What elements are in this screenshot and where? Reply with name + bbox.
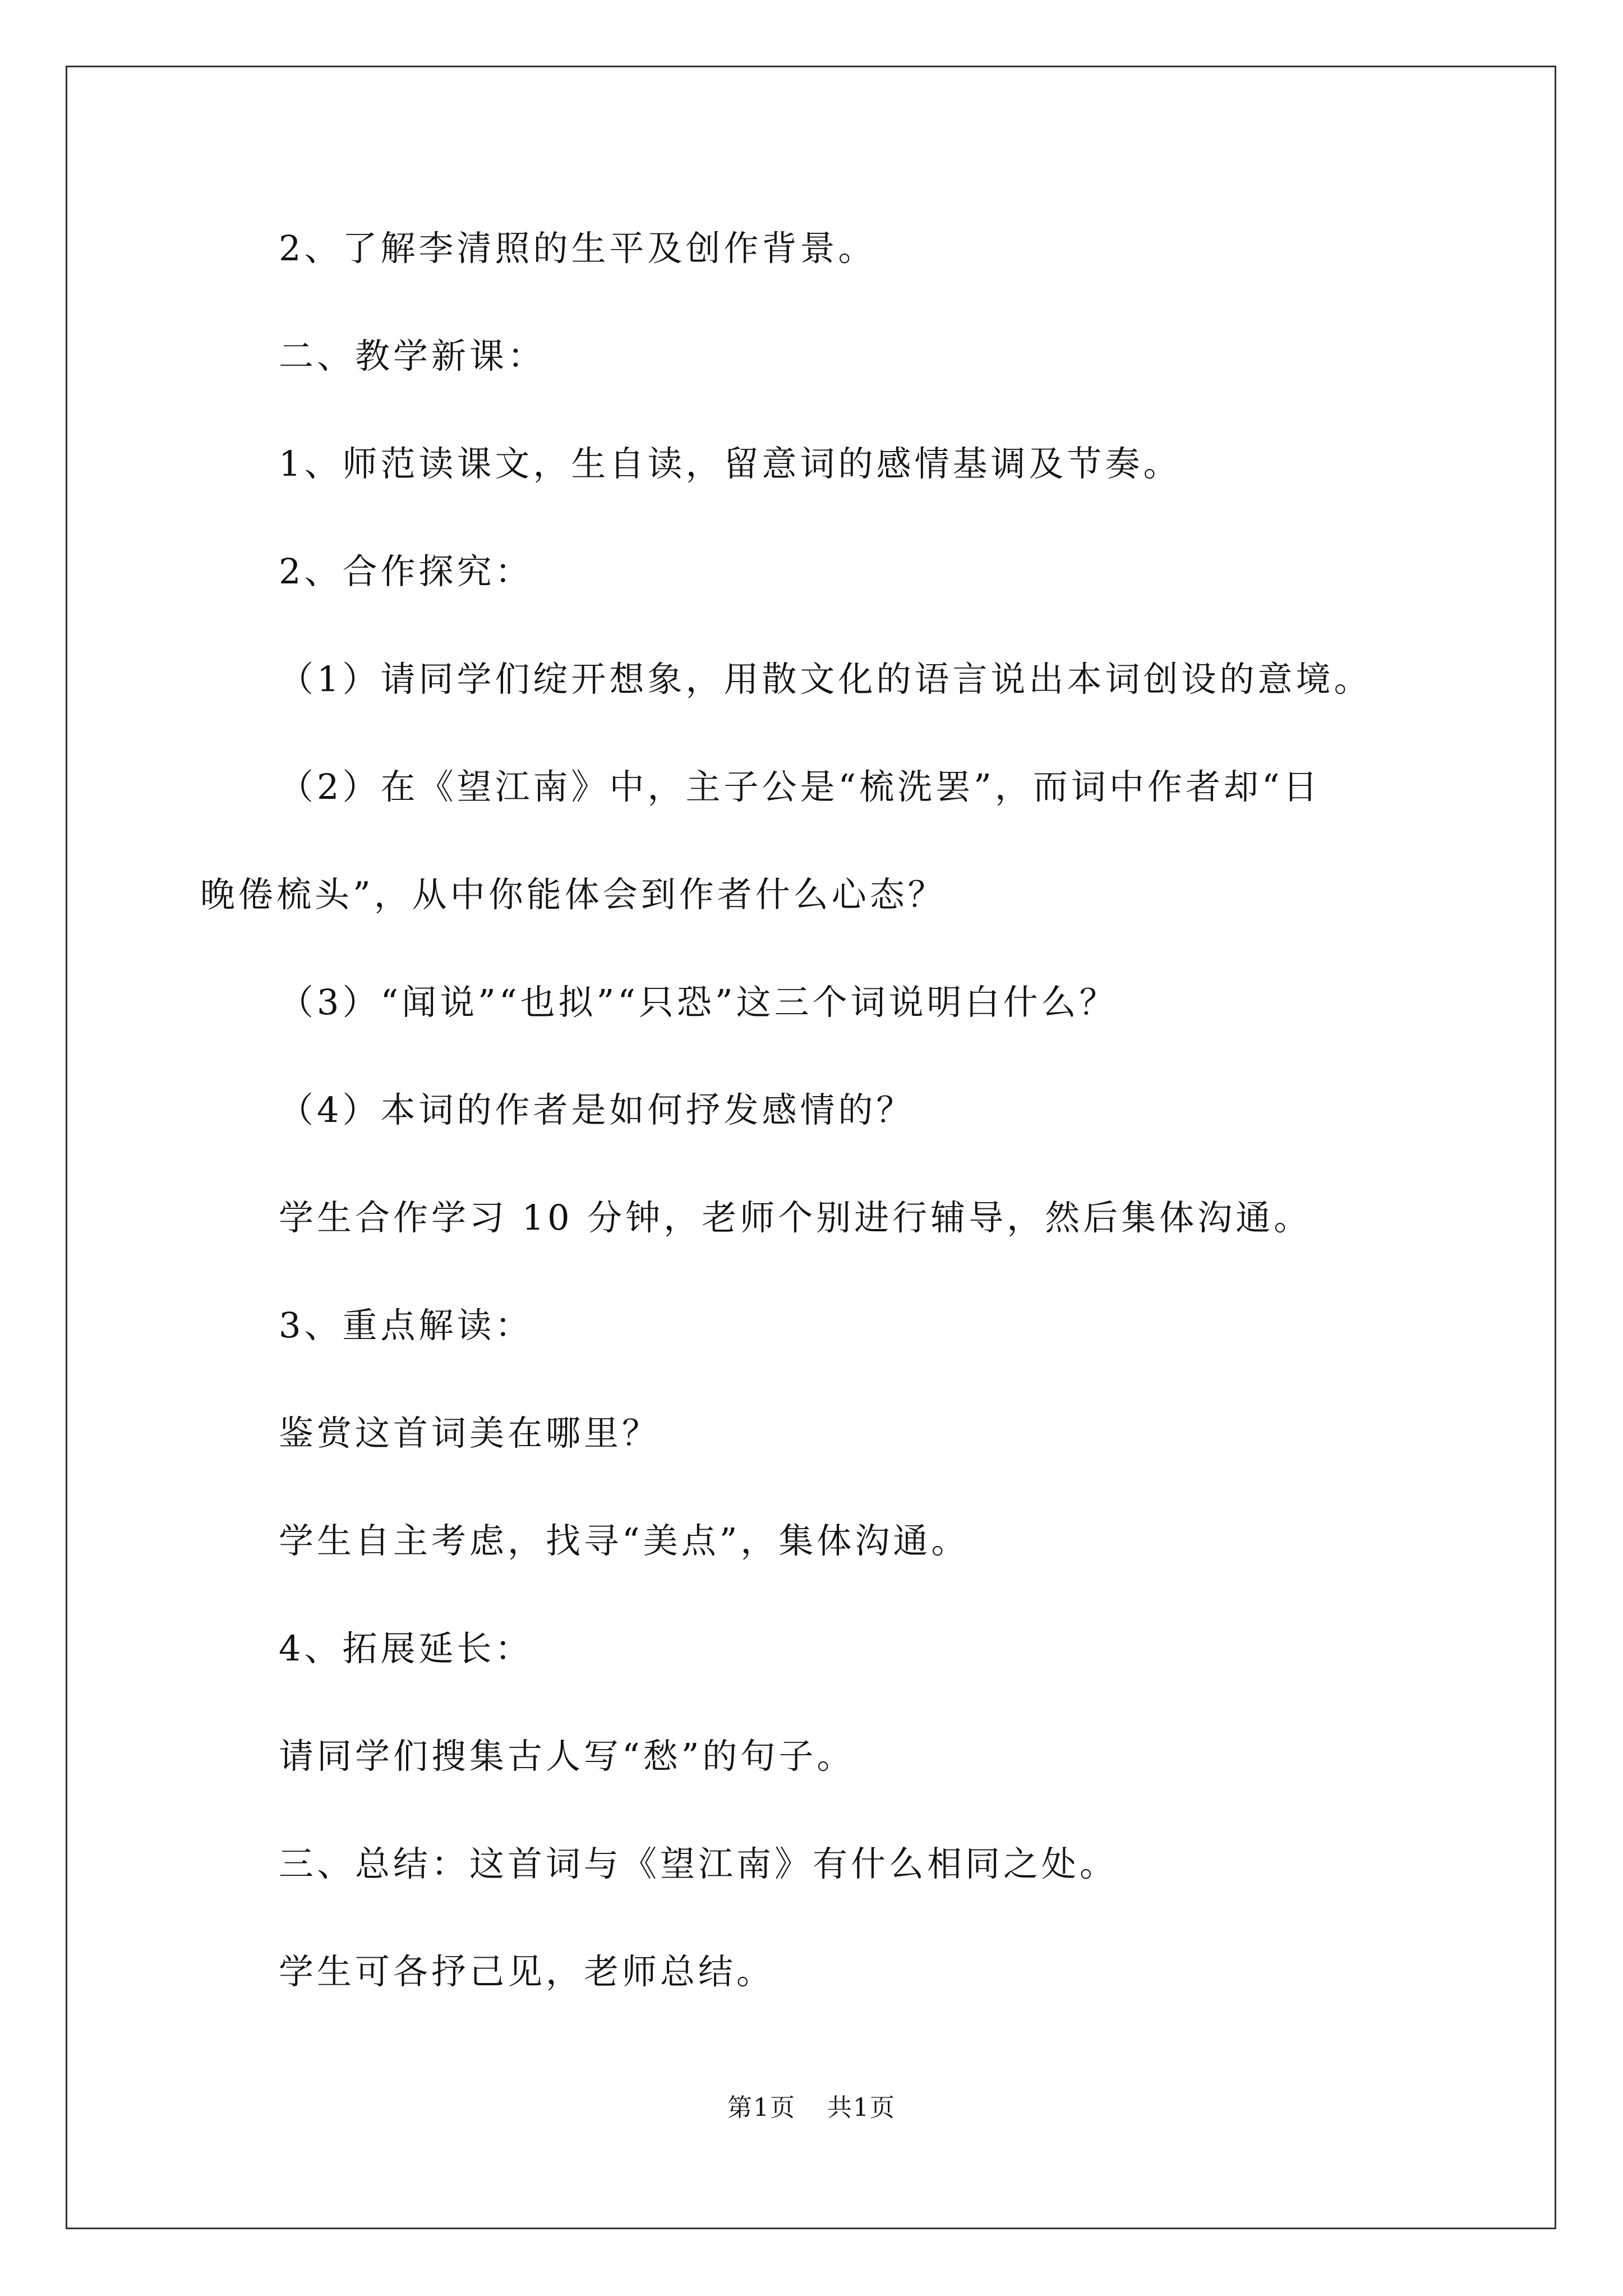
text-line-10: 学生合作学习 10 分钟，老师个别进行辅导，然后集体沟通。	[279, 1197, 1312, 1238]
text-line-17: 学生可各抒己见，老师总结。	[279, 1951, 775, 1992]
text-line-11: 3、重点解读：	[279, 1305, 533, 1346]
page-number-total: 共1页	[827, 2093, 896, 2122]
text-line-5: （1）请同学们绽开想象，用散文化的语言说出本词创设的意境。	[279, 659, 1372, 700]
text-line-12: 鉴赏这首词美在哪里？	[279, 1412, 661, 1453]
page-footer	[0, 2092, 1623, 2124]
text-line-4: 2、合作探究：	[279, 551, 533, 592]
text-line-14: 4、拓展延长：	[279, 1628, 533, 1669]
text-line-3: 1、师范读课文，生自读，留意词的感情基调及节奏。	[279, 443, 1182, 484]
text-line-2: 二、教学新课：	[279, 335, 546, 376]
text-line-15: 请同学们搜集古人写“愁”的句子。	[279, 1736, 855, 1777]
text-line-6: （2）在《望江南》中，主子公是“梳洗罢”，而词中作者却“日	[279, 766, 1321, 807]
text-line-9: （4）本词的作者是如何抒发感情的？	[279, 1089, 915, 1130]
text-line-13: 学生自主考虑，找寻“美点”，集体沟通。	[279, 1520, 970, 1561]
page-border	[66, 66, 1556, 2229]
text-line-8: （3）“闻说”“也拟”“只恐”这三个词说明白什么？	[279, 982, 1118, 1023]
text-line-16: 三、总结：这首词与《望江南》有什么相同之处。	[279, 1843, 1118, 1884]
text-line-7: 晚倦梳头”，从中你能体会到作者什么心态？	[200, 874, 946, 915]
text-line-1: 2、了解李清照的生平及创作背景。	[279, 228, 877, 269]
page-number-current: 第1页	[727, 2093, 796, 2122]
